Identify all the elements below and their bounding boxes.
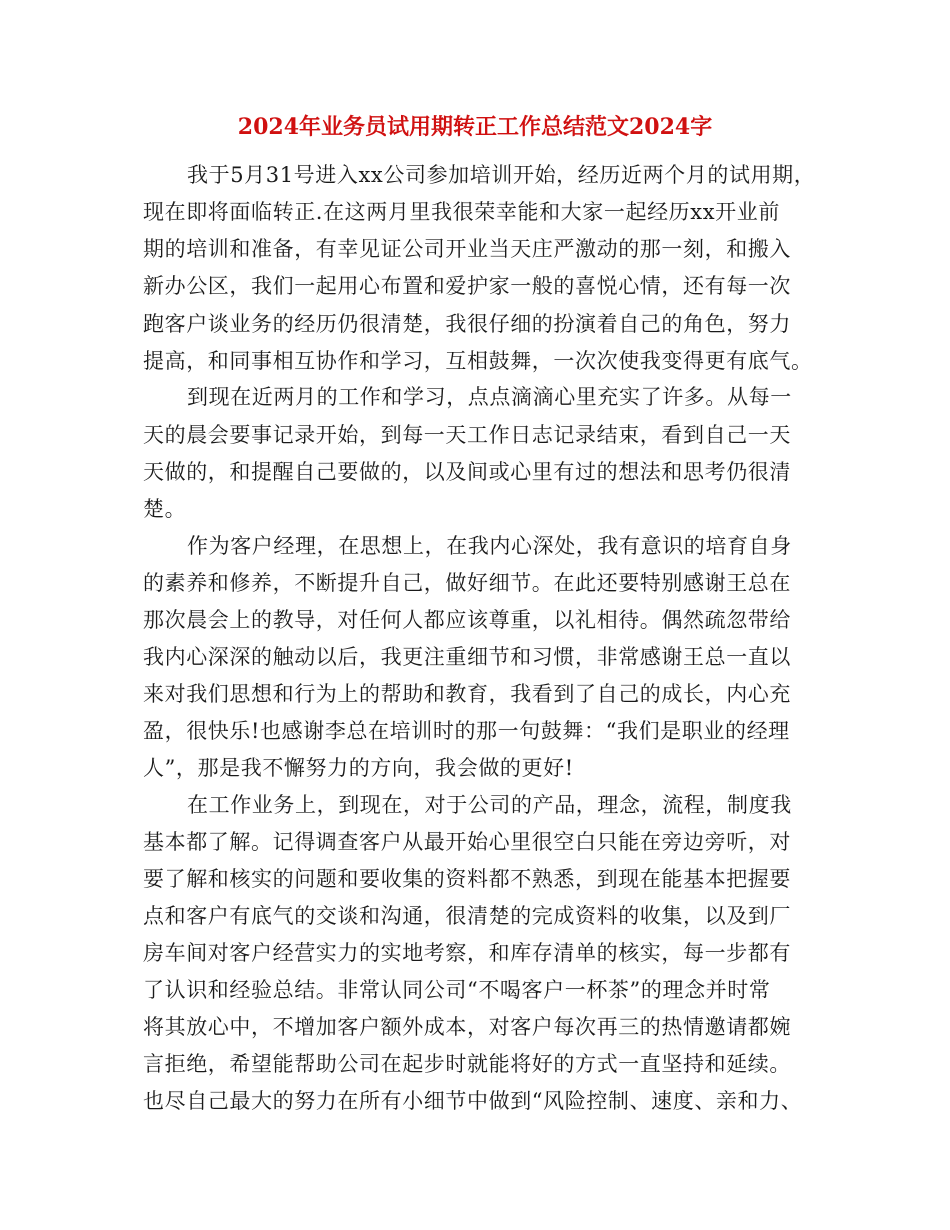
text-line: 我于5月31号进入xx公司参加培训开始，经历近两个月的试用期，	[187, 163, 816, 187]
text-line: 了认识和经验总结。非常认同公司“不喝客户一杯茶”的理念并时常	[143, 978, 771, 1002]
text-line: 楚。	[143, 497, 187, 521]
text-line: 跑客户谈业务的经历仍很清楚，我很仔细的扮演着自己的角色，努力	[143, 312, 791, 336]
text-line: 那次晨会上的教导，对任何人都应该尊重，以礼相待。偶然疏忽带给	[143, 608, 791, 632]
text-line: 言拒绝，希望能帮助公司在起步时就能将好的方式一直坚持和延续。	[143, 1052, 791, 1076]
text-line: 基本都了解。记得调查客户从最开始心里很空白只能在旁边旁听，对	[143, 830, 791, 854]
text-line: 现在即将面临转正.在这两月里我很荣幸能和大家一起经历xx开业前	[143, 200, 780, 224]
text-line: 我内心深深的触动以后，我更注重细节和习惯，非常感谢王总一直以	[143, 645, 791, 669]
text-line: 在工作业务上，到现在，对于公司的产品，理念，流程，制度我	[187, 793, 792, 817]
text-line: 作为客户经理，在思想上，在我内心深处，我有意识的培育自身	[187, 534, 792, 558]
text-line: 人”，那是我不懈努力的方向，我会做的更好!	[143, 756, 574, 780]
text-line: 期的培训和准备，有幸见证公司开业当天庄严激动的那一刻，和搬入	[143, 237, 791, 261]
text-line: 房车间对客户经营实力的实地考察，和库存清单的核实，每一步都有	[143, 941, 791, 965]
text-line: 提高，和同事相互协作和学习，互相鼓舞，一次次使我变得更有底气。	[143, 349, 813, 373]
text-line: 点和客户有底气的交谈和沟通，很清楚的完成资料的收集，以及到厂	[143, 904, 791, 928]
text-line: 天做的，和提醒自己要做的，以及间或心里有过的想法和思考仍很清	[143, 460, 791, 484]
text-line: 将其放心中，不增加客户额外成本，对客户每次再三的热情邀请都婉	[143, 1015, 791, 1039]
text-line: 盈，很快乐!也感谢李总在培训时的那一句鼓舞：“我们是职业的经理	[143, 719, 790, 743]
document-title: 2024年业务员试用期转正工作总结范文2024字	[237, 114, 713, 140]
text-line: 新办公区，我们一起用心布置和爱护家一般的喜悦心情，还有每一次	[143, 274, 791, 298]
text-line: 要了解和核实的问题和要收集的资料都不熟悉，到现在能基本把握要	[143, 867, 791, 891]
text-line: 也尽自己最大的努力在所有小细节中做到“风险控制、速度、亲和力、	[143, 1089, 803, 1113]
text-line: 来对我们思想和行为上的帮助和教育，我看到了自己的成长，内心充	[143, 682, 791, 706]
text-line: 的素养和修养，不断提升自己，做好细节。在此还要特别感谢王总在	[143, 571, 791, 595]
text-line: 到现在近两月的工作和学习，点点滴滴心里充实了许多。从每一	[187, 385, 792, 409]
text-line: 天的晨会要事记录开始，到每一天工作日志记录结束，看到自己一天	[143, 423, 791, 447]
